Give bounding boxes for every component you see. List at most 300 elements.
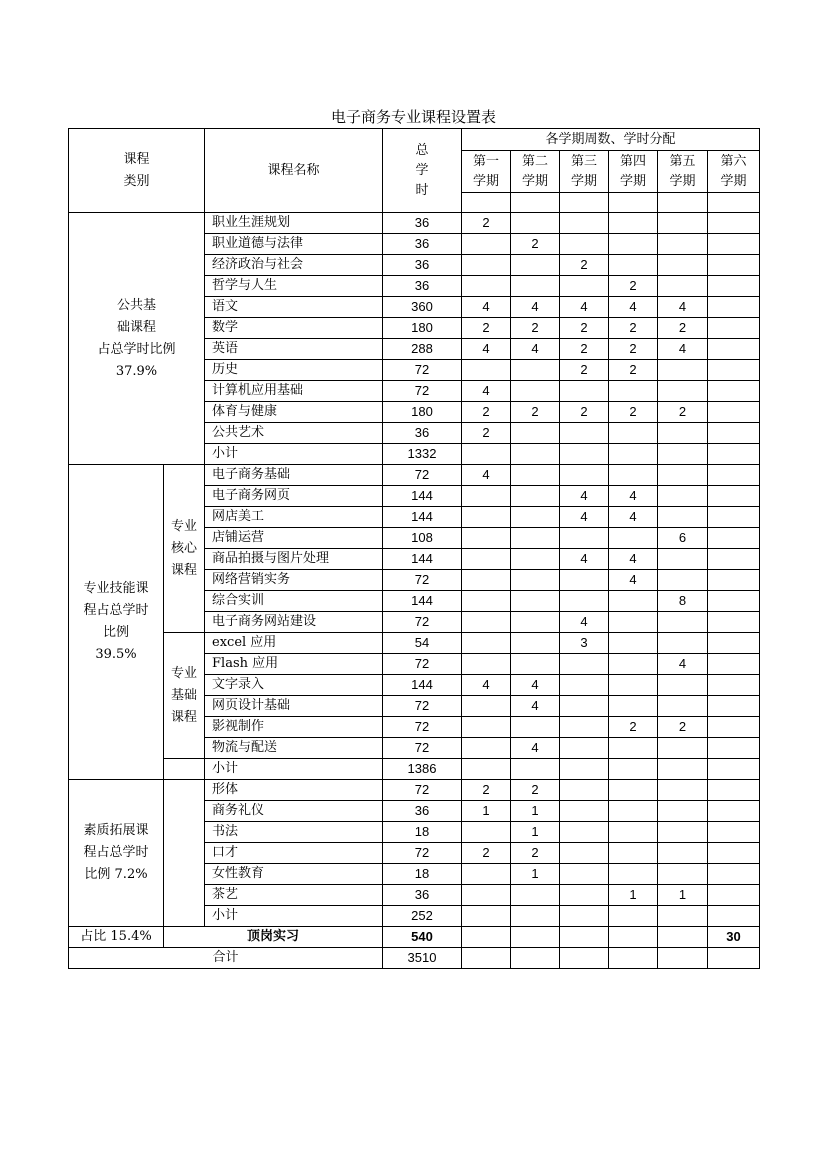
term-5-cell: [658, 948, 708, 969]
course-name-cell: 体育与健康: [205, 402, 383, 423]
header-blank-cell: [658, 193, 708, 213]
term-6-cell: [708, 885, 760, 906]
term-4-cell: [609, 423, 658, 444]
total-hours-cell: 144: [383, 675, 462, 696]
term-2-cell: 4: [511, 738, 560, 759]
term-5-cell: 2: [658, 318, 708, 339]
term-3-cell: [560, 276, 609, 297]
term-3-cell: 3: [560, 633, 609, 654]
term-1-cell: [462, 486, 511, 507]
term-1-cell: [462, 738, 511, 759]
course-name-cell: 口才: [205, 843, 383, 864]
term-2-cell: [511, 717, 560, 738]
subcategory-basic: 专业 基础 课程: [164, 633, 205, 759]
table-row: [69, 759, 760, 780]
term-5-cell: [658, 612, 708, 633]
table-row: [69, 633, 760, 654]
term-1-cell: 4: [462, 381, 511, 402]
course-name-cell: 书法: [205, 822, 383, 843]
term-5-cell: [658, 570, 708, 591]
total-hours-cell: 540: [383, 927, 462, 948]
term-3-cell: [560, 780, 609, 801]
term-6-cell: [708, 822, 760, 843]
term-1-cell: [462, 570, 511, 591]
course-name-cell: 影视制作: [205, 717, 383, 738]
total-hours-cell: 36: [383, 423, 462, 444]
term-5-cell: [658, 696, 708, 717]
header-total-hours: 总 学 时: [383, 129, 462, 213]
total-hours-cell: 3510: [383, 948, 462, 969]
category-public-basic: 公共基 础课程 占总学时比例 37.9%: [69, 213, 205, 465]
term-1-cell: [462, 822, 511, 843]
term-2-cell: [511, 213, 560, 234]
term-4-cell: [609, 906, 658, 927]
term-6-cell: [708, 633, 760, 654]
header-blank-cell: [609, 193, 658, 213]
total-hours-cell: 72: [383, 717, 462, 738]
term-1-cell: 4: [462, 339, 511, 360]
term-2-cell: [511, 570, 560, 591]
term-5-cell: [658, 759, 708, 780]
course-name-cell: Flash 应用: [205, 654, 383, 675]
term-5-cell: [658, 738, 708, 759]
term-2-cell: 2: [511, 843, 560, 864]
term-4-cell: 4: [609, 549, 658, 570]
term-4-cell: 4: [609, 486, 658, 507]
term-3-cell: [560, 696, 609, 717]
term-6-cell: [708, 591, 760, 612]
term-1-cell: 1: [462, 801, 511, 822]
course-name-cell: 商品拍摄与图片处理: [205, 549, 383, 570]
category-quality-extension: 素质拓展课 程占总学时 比例 7.2%: [69, 780, 164, 927]
course-name-cell: 形体: [205, 780, 383, 801]
term-3-cell: [560, 591, 609, 612]
term-6-cell: [708, 864, 760, 885]
term-4-cell: [609, 255, 658, 276]
term-2-cell: [511, 507, 560, 528]
term-1-cell: [462, 234, 511, 255]
term-6-cell: [708, 213, 760, 234]
term-5-cell: 4: [658, 654, 708, 675]
term-2-cell: 2: [511, 402, 560, 423]
term-4-cell: 2: [609, 717, 658, 738]
term-2-cell: [511, 381, 560, 402]
term-3-cell: 4: [560, 507, 609, 528]
term-6-cell: [708, 717, 760, 738]
term-3-cell: [560, 948, 609, 969]
header-term-5: 第五 学期: [658, 151, 708, 193]
term-1-cell: [462, 948, 511, 969]
total-hours-cell: 72: [383, 465, 462, 486]
term-4-cell: [609, 675, 658, 696]
term-1-cell: [462, 255, 511, 276]
term-3-cell: 4: [560, 612, 609, 633]
term-1-cell: [462, 528, 511, 549]
term-5-cell: [658, 906, 708, 927]
term-6-cell: [708, 486, 760, 507]
header-distribution: 各学期周数、学时分配: [462, 129, 760, 151]
course-name-cell: 历史: [205, 360, 383, 381]
term-2-cell: 4: [511, 675, 560, 696]
course-name-cell: 网页设计基础: [205, 696, 383, 717]
total-hours-cell: 144: [383, 591, 462, 612]
term-2-cell: [511, 528, 560, 549]
total-hours-cell: 72: [383, 381, 462, 402]
total-hours-cell: 72: [383, 360, 462, 381]
total-hours-cell: 252: [383, 906, 462, 927]
course-name-cell: 数学: [205, 318, 383, 339]
term-1-cell: [462, 654, 511, 675]
course-name-cell: 综合实训: [205, 591, 383, 612]
term-4-cell: [609, 801, 658, 822]
term-1-cell: [462, 927, 511, 948]
term-2-cell: 1: [511, 864, 560, 885]
term-4-cell: [609, 864, 658, 885]
header-term-2: 第二 学期: [511, 151, 560, 193]
total-hours-cell: 288: [383, 339, 462, 360]
course-name-cell: 小计: [205, 444, 383, 465]
total-hours-cell: 72: [383, 780, 462, 801]
table-title: 电子商务专业课程设置表: [330, 108, 496, 126]
term-3-cell: [560, 738, 609, 759]
total-hours-cell: 72: [383, 654, 462, 675]
total-hours-cell: 36: [383, 255, 462, 276]
term-5-cell: [658, 822, 708, 843]
header-term-3: 第三 学期: [560, 151, 609, 193]
term-3-cell: 2: [560, 255, 609, 276]
total-hours-cell: 72: [383, 612, 462, 633]
term-5-cell: [658, 675, 708, 696]
course-name-cell: 文字录入: [205, 675, 383, 696]
term-5-cell: [658, 843, 708, 864]
term-6-cell: [708, 528, 760, 549]
term-4-cell: [609, 213, 658, 234]
term-5-cell: 2: [658, 717, 708, 738]
term-2-cell: [511, 549, 560, 570]
term-4-cell: [609, 948, 658, 969]
term-2-cell: [511, 444, 560, 465]
course-name-cell: 小计: [205, 759, 383, 780]
category-professional: 专业技能课 程占总学时 比例 39.5%: [69, 465, 164, 780]
term-4-cell: [609, 696, 658, 717]
term-2-cell: [511, 885, 560, 906]
term-4-cell: 4: [609, 297, 658, 318]
term-2-cell: [511, 633, 560, 654]
total-hours-cell: 36: [383, 213, 462, 234]
term-2-cell: 2: [511, 234, 560, 255]
term-4-cell: [609, 381, 658, 402]
term-3-cell: [560, 906, 609, 927]
course-name-cell: 网络营销实务: [205, 570, 383, 591]
term-1-cell: [462, 717, 511, 738]
term-1-cell: [462, 507, 511, 528]
term-6-cell: [708, 507, 760, 528]
internship-name-cell: 顶岗实习: [164, 927, 383, 948]
course-name-cell: 小计: [205, 906, 383, 927]
term-6-cell: [708, 402, 760, 423]
term-1-cell: 4: [462, 675, 511, 696]
term-1-cell: [462, 864, 511, 885]
term-2-cell: [511, 255, 560, 276]
term-6-cell: [708, 423, 760, 444]
total-hours-cell: 1332: [383, 444, 462, 465]
term-1-cell: [462, 444, 511, 465]
term-1-cell: 2: [462, 780, 511, 801]
term-4-cell: [609, 822, 658, 843]
course-name-cell: 职业道德与法律: [205, 234, 383, 255]
course-name-cell: excel 应用: [205, 633, 383, 654]
term-2-cell: 1: [511, 801, 560, 822]
term-2-cell: [511, 612, 560, 633]
term-2-cell: [511, 948, 560, 969]
term-4-cell: [609, 633, 658, 654]
term-4-cell: [609, 612, 658, 633]
term-3-cell: [560, 213, 609, 234]
total-hours-cell: 54: [383, 633, 462, 654]
term-4-cell: 2: [609, 339, 658, 360]
course-name-cell: 职业生涯规划: [205, 213, 383, 234]
term-1-cell: 4: [462, 297, 511, 318]
course-name-cell: 店铺运营: [205, 528, 383, 549]
term-6-cell: [708, 318, 760, 339]
total-hours-cell: 1386: [383, 759, 462, 780]
term-6-cell: [708, 801, 760, 822]
course-name-cell: 茶艺: [205, 885, 383, 906]
term-1-cell: 2: [462, 843, 511, 864]
term-5-cell: 4: [658, 339, 708, 360]
total-hours-cell: 108: [383, 528, 462, 549]
course-name-cell: 经济政治与社会: [205, 255, 383, 276]
term-3-cell: [560, 801, 609, 822]
term-5-cell: [658, 465, 708, 486]
term-5-cell: [658, 549, 708, 570]
total-hours-cell: 144: [383, 549, 462, 570]
header-term-6: 第六 学期: [708, 151, 760, 193]
total-hours-cell: 36: [383, 276, 462, 297]
term-4-cell: 4: [609, 570, 658, 591]
header-term-4: 第四 学期: [609, 151, 658, 193]
term-4-cell: 2: [609, 402, 658, 423]
term-6-cell: 30: [708, 927, 760, 948]
course-name-cell: 电子商务基础: [205, 465, 383, 486]
term-3-cell: 2: [560, 360, 609, 381]
term-2-cell: [511, 276, 560, 297]
term-3-cell: [560, 234, 609, 255]
total-hours-cell: 36: [383, 801, 462, 822]
course-table: [68, 128, 760, 969]
term-4-cell: 1: [609, 885, 658, 906]
term-3-cell: [560, 759, 609, 780]
total-hours-cell: 72: [383, 696, 462, 717]
term-4-cell: [609, 654, 658, 675]
term-1-cell: 2: [462, 318, 511, 339]
term-3-cell: 4: [560, 549, 609, 570]
term-3-cell: [560, 717, 609, 738]
total-hours-cell: 36: [383, 885, 462, 906]
term-3-cell: [560, 654, 609, 675]
term-6-cell: [708, 549, 760, 570]
term-6-cell: [708, 738, 760, 759]
header-blank-cell: [708, 193, 760, 213]
term-5-cell: [658, 927, 708, 948]
term-1-cell: [462, 549, 511, 570]
term-3-cell: [560, 444, 609, 465]
term-1-cell: [462, 360, 511, 381]
term-5-cell: [658, 633, 708, 654]
course-name-cell: 商务礼仪: [205, 801, 383, 822]
term-6-cell: [708, 339, 760, 360]
total-hours-cell: 144: [383, 507, 462, 528]
term-2-cell: 1: [511, 822, 560, 843]
term-2-cell: 2: [511, 780, 560, 801]
term-1-cell: [462, 696, 511, 717]
term-1-cell: [462, 906, 511, 927]
header-blank-cell: [560, 193, 609, 213]
term-1-cell: [462, 885, 511, 906]
term-4-cell: [609, 444, 658, 465]
term-6-cell: [708, 696, 760, 717]
term-6-cell: [708, 843, 760, 864]
term-3-cell: 2: [560, 339, 609, 360]
term-6-cell: [708, 570, 760, 591]
course-name-cell: 电子商务网站建设: [205, 612, 383, 633]
term-5-cell: [658, 801, 708, 822]
term-1-cell: [462, 759, 511, 780]
term-4-cell: 2: [609, 318, 658, 339]
header-blank-cell: [511, 193, 560, 213]
term-5-cell: [658, 213, 708, 234]
term-6-cell: [708, 948, 760, 969]
term-6-cell: [708, 276, 760, 297]
term-5-cell: 2: [658, 402, 708, 423]
term-2-cell: [511, 360, 560, 381]
course-name-cell: 公共艺术: [205, 423, 383, 444]
term-1-cell: 2: [462, 402, 511, 423]
term-3-cell: [560, 528, 609, 549]
subcategory-blank-cell: [164, 780, 205, 927]
term-2-cell: [511, 906, 560, 927]
total-hours-cell: 72: [383, 843, 462, 864]
term-5-cell: [658, 360, 708, 381]
subcategory-core: 专业 核心 课程: [164, 465, 205, 633]
term-6-cell: [708, 654, 760, 675]
total-hours-cell: 360: [383, 297, 462, 318]
course-name-cell: 哲学与人生: [205, 276, 383, 297]
term-6-cell: [708, 465, 760, 486]
total-hours-cell: 18: [383, 864, 462, 885]
course-name-cell: 语文: [205, 297, 383, 318]
header-course-name: 课程名称: [205, 129, 383, 213]
term-3-cell: [560, 381, 609, 402]
term-2-cell: [511, 654, 560, 675]
term-1-cell: [462, 633, 511, 654]
term-1-cell: 2: [462, 213, 511, 234]
term-4-cell: [609, 234, 658, 255]
header-term-1: 第一 学期: [462, 151, 511, 193]
course-name-cell: 网店美工: [205, 507, 383, 528]
course-name-cell: 电子商务网页: [205, 486, 383, 507]
total-row: [69, 948, 760, 969]
term-5-cell: [658, 423, 708, 444]
term-3-cell: 2: [560, 318, 609, 339]
term-5-cell: [658, 507, 708, 528]
term-3-cell: [560, 843, 609, 864]
term-5-cell: 4: [658, 297, 708, 318]
term-4-cell: [609, 465, 658, 486]
term-2-cell: [511, 591, 560, 612]
table-row: [69, 213, 760, 234]
term-4-cell: [609, 528, 658, 549]
term-4-cell: [609, 927, 658, 948]
term-2-cell: 4: [511, 339, 560, 360]
term-6-cell: [708, 297, 760, 318]
course-name-cell: 女性教育: [205, 864, 383, 885]
term-5-cell: [658, 444, 708, 465]
term-6-cell: [708, 255, 760, 276]
term-3-cell: [560, 675, 609, 696]
total-hours-cell: 72: [383, 738, 462, 759]
term-3-cell: [560, 465, 609, 486]
term-5-cell: [658, 486, 708, 507]
term-2-cell: [511, 759, 560, 780]
term-6-cell: [708, 759, 760, 780]
total-label-cell: 合计: [69, 948, 383, 969]
term-5-cell: [658, 381, 708, 402]
term-1-cell: 2: [462, 423, 511, 444]
term-1-cell: [462, 591, 511, 612]
term-5-cell: [658, 234, 708, 255]
term-3-cell: 4: [560, 297, 609, 318]
total-hours-cell: 72: [383, 570, 462, 591]
total-hours-cell: 18: [383, 822, 462, 843]
term-4-cell: [609, 591, 658, 612]
term-5-cell: [658, 864, 708, 885]
term-2-cell: 2: [511, 318, 560, 339]
term-2-cell: [511, 465, 560, 486]
subcategory-blank-cell: [164, 759, 205, 780]
table-row: [69, 465, 760, 486]
header-category: 课程 类别: [69, 129, 205, 213]
term-6-cell: [708, 612, 760, 633]
term-2-cell: 4: [511, 696, 560, 717]
total-hours-cell: 180: [383, 318, 462, 339]
term-1-cell: [462, 276, 511, 297]
term-3-cell: 4: [560, 486, 609, 507]
term-4-cell: 4: [609, 507, 658, 528]
term-4-cell: [609, 843, 658, 864]
term-3-cell: [560, 570, 609, 591]
term-2-cell: [511, 486, 560, 507]
course-name-cell: 物流与配送: [205, 738, 383, 759]
term-3-cell: [560, 423, 609, 444]
term-6-cell: [708, 234, 760, 255]
term-5-cell: [658, 780, 708, 801]
total-hours-cell: 180: [383, 402, 462, 423]
term-4-cell: 2: [609, 276, 658, 297]
course-name-cell: 英语: [205, 339, 383, 360]
term-4-cell: [609, 759, 658, 780]
term-3-cell: [560, 927, 609, 948]
term-6-cell: [708, 381, 760, 402]
term-6-cell: [708, 675, 760, 696]
term-5-cell: [658, 255, 708, 276]
term-1-cell: [462, 612, 511, 633]
internship-row: [69, 927, 760, 948]
term-3-cell: [560, 885, 609, 906]
term-2-cell: 4: [511, 297, 560, 318]
course-name-cell: 计算机应用基础: [205, 381, 383, 402]
term-2-cell: [511, 927, 560, 948]
